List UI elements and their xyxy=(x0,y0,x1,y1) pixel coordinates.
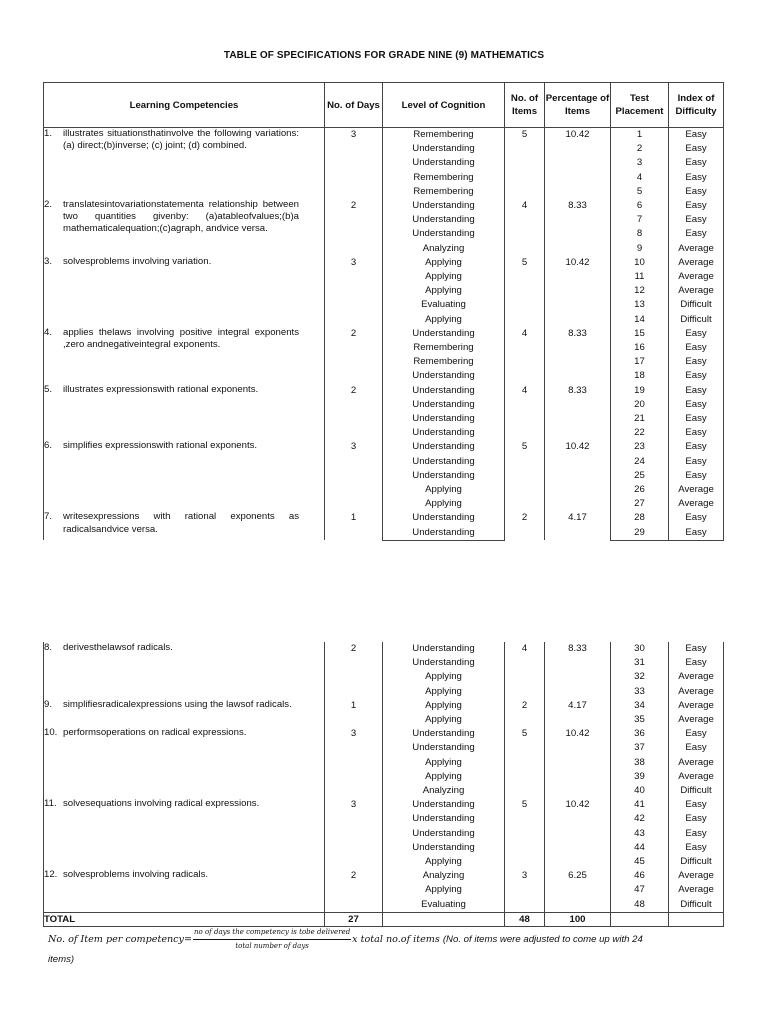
cognition-cell: Understanding xyxy=(383,727,505,741)
table-row xyxy=(44,699,724,713)
competency-cell xyxy=(44,727,325,798)
difficulty-cell: Easy xyxy=(669,526,724,541)
competency-text: simplifies expressionswith rational exponents. xyxy=(63,440,258,452)
difficulty-cell: Average xyxy=(669,270,724,284)
days-cell: 3 xyxy=(325,256,383,327)
difficulty-cell: Average xyxy=(669,869,724,883)
placement-cell: 21 xyxy=(611,412,669,426)
difficulty-cell: Average xyxy=(669,242,724,256)
competency-cell xyxy=(44,384,325,441)
cognition-cell: Evaluating xyxy=(383,898,505,913)
cognition-cell: Applying xyxy=(383,699,505,713)
placement-cell: 34 xyxy=(611,699,669,713)
placement-cell: 13 xyxy=(611,298,669,312)
competency-number: 11. xyxy=(44,798,57,810)
formula-suffix: x total no.of items xyxy=(352,934,440,945)
cognition-cell: Understanding xyxy=(383,798,505,812)
cognition-cell: Understanding xyxy=(383,526,505,541)
competency-text: performsoperations on radical expressions. xyxy=(63,727,247,739)
competency-number: 12. xyxy=(44,869,58,881)
placement-cell: 47 xyxy=(611,883,669,897)
percentage-cell: 8.33 xyxy=(545,327,611,384)
competency-cell xyxy=(44,798,325,869)
table-row xyxy=(44,440,724,454)
formula-numerator: no of days the competency is tobe delivered xyxy=(193,926,351,940)
days-cell: 2 xyxy=(325,199,383,256)
header-percentage-of-items: Percentage of Items xyxy=(545,83,611,128)
difficulty-cell: Easy xyxy=(669,727,724,741)
table-row xyxy=(44,256,724,270)
table-row xyxy=(44,727,724,741)
table-row xyxy=(44,869,724,883)
table-row xyxy=(44,384,724,398)
difficulty-cell: Easy xyxy=(669,642,724,656)
cognition-cell: Applying xyxy=(383,770,505,784)
placement-cell: 3 xyxy=(611,156,669,170)
competency-text: translatesintovariationstatementa relationship between two quantities givenby: (a)atableofvalues;(b)a mathematicalequation;(c)agraph, andvice versa. xyxy=(63,199,299,235)
cognition-cell: Applying xyxy=(383,256,505,270)
cognition-cell: Understanding xyxy=(383,656,505,670)
competency-text: writesexpressions with rational exponents as radicalsandvice versa. xyxy=(63,511,299,535)
placement-cell: 26 xyxy=(611,483,669,497)
placement-cell: 17 xyxy=(611,355,669,369)
percentage-cell: 10.42 xyxy=(545,256,611,327)
cognition-cell: Understanding xyxy=(383,398,505,412)
placement-cell: 23 xyxy=(611,440,669,454)
cognition-cell: Applying xyxy=(383,313,505,327)
cognition-cell: Applying xyxy=(383,483,505,497)
placement-cell: 2 xyxy=(611,142,669,156)
cognition-cell: Understanding xyxy=(383,455,505,469)
total-label: TOTAL xyxy=(44,912,325,926)
placement-cell: 1 xyxy=(611,128,669,143)
competency-cell xyxy=(44,256,325,327)
competency-cell xyxy=(44,511,325,540)
placement-cell: 41 xyxy=(611,798,669,812)
total-percentage: 100 xyxy=(545,912,611,926)
cognition-cell: Understanding xyxy=(383,369,505,383)
difficulty-cell: Easy xyxy=(669,455,724,469)
difficulty-cell: Easy xyxy=(669,128,724,143)
percentage-cell: 8.33 xyxy=(545,199,611,256)
percentage-cell: 10.42 xyxy=(545,727,611,798)
placement-cell: 42 xyxy=(611,812,669,826)
cognition-cell: Understanding xyxy=(383,812,505,826)
total-days: 27 xyxy=(325,912,383,926)
cognition-cell: Applying xyxy=(383,855,505,869)
competency-cell xyxy=(44,327,325,384)
difficulty-cell: Difficult xyxy=(669,855,724,869)
cognition-cell: Understanding xyxy=(383,426,505,440)
cognition-cell: Understanding xyxy=(383,741,505,755)
cognition-cell: Applying xyxy=(383,883,505,897)
difficulty-cell: Average xyxy=(669,756,724,770)
difficulty-cell: Easy xyxy=(669,841,724,855)
days-cell: 3 xyxy=(325,727,383,798)
header-no-of-items: No. of Items xyxy=(505,83,545,128)
placement-cell: 9 xyxy=(611,242,669,256)
formula-denominator: total number of days xyxy=(235,942,309,950)
difficulty-cell: Easy xyxy=(669,171,724,185)
competency-text: solvesequations involving radical expressions. xyxy=(63,798,260,810)
days-cell: 2 xyxy=(325,642,383,699)
cognition-cell: Remembering xyxy=(383,185,505,199)
cognition-cell: Understanding xyxy=(383,384,505,398)
items-cell: 2 xyxy=(505,699,545,727)
difficulty-cell: Easy xyxy=(669,827,724,841)
items-cell: 4 xyxy=(505,327,545,384)
cognition-cell: Understanding xyxy=(383,827,505,841)
difficulty-cell: Easy xyxy=(669,227,724,241)
formula-fraction xyxy=(193,926,351,953)
competency-text: illustrates expressionswith rational exponents. xyxy=(63,383,259,395)
days-cell: 3 xyxy=(325,798,383,869)
competency-number: 4. xyxy=(44,326,53,338)
percentage-cell: 10.42 xyxy=(545,798,611,869)
cognition-cell: Understanding xyxy=(383,841,505,855)
table-row xyxy=(44,642,724,656)
days-cell: 2 xyxy=(325,384,383,441)
total-placement-empty xyxy=(611,912,669,926)
cognition-cell: Analyzing xyxy=(383,784,505,798)
competency-number: 2. xyxy=(44,199,53,211)
items-cell: 2 xyxy=(505,511,545,540)
header-learning-competencies: Learning Competencies xyxy=(44,83,325,128)
difficulty-cell: Easy xyxy=(669,142,724,156)
percentage-cell: 10.42 xyxy=(545,128,611,200)
percentage-cell: 4.17 xyxy=(545,699,611,727)
placement-cell: 11 xyxy=(611,270,669,284)
formula-note-end: items) xyxy=(48,954,75,965)
competency-cell xyxy=(44,440,325,511)
percentage-cell: 8.33 xyxy=(545,642,611,699)
cognition-cell: Remembering xyxy=(383,171,505,185)
percentage-cell: 4.17 xyxy=(545,511,611,540)
cognition-cell: Applying xyxy=(383,685,505,699)
placement-cell: 31 xyxy=(611,656,669,670)
placement-cell: 39 xyxy=(611,770,669,784)
table-header-row xyxy=(44,83,724,128)
days-cell: 1 xyxy=(325,699,383,727)
placement-cell: 4 xyxy=(611,171,669,185)
cognition-cell: Applying xyxy=(383,270,505,284)
placement-cell: 24 xyxy=(611,455,669,469)
competency-cell xyxy=(44,642,325,699)
days-cell: 3 xyxy=(325,440,383,511)
placement-cell: 28 xyxy=(611,511,669,525)
difficulty-cell: Easy xyxy=(669,341,724,355)
difficulty-cell: Easy xyxy=(669,156,724,170)
placement-cell: 46 xyxy=(611,869,669,883)
percentage-cell: 6.25 xyxy=(545,869,611,912)
items-cell: 5 xyxy=(505,798,545,869)
difficulty-cell: Average xyxy=(669,685,724,699)
cognition-cell: Applying xyxy=(383,756,505,770)
competency-number: 3. xyxy=(44,255,53,267)
items-cell: 3 xyxy=(505,869,545,912)
cognition-cell: Applying xyxy=(383,497,505,511)
table-row xyxy=(44,798,724,812)
competency-number: 8. xyxy=(44,642,53,653)
placement-cell: 5 xyxy=(611,185,669,199)
percentage-cell: 10.42 xyxy=(545,440,611,511)
placement-cell: 16 xyxy=(611,341,669,355)
items-cell: 4 xyxy=(505,642,545,699)
difficulty-cell: Easy xyxy=(669,812,724,826)
placement-cell: 19 xyxy=(611,384,669,398)
competency-cell xyxy=(44,869,325,912)
placement-cell: 27 xyxy=(611,497,669,511)
items-cell: 4 xyxy=(505,199,545,256)
placement-cell: 14 xyxy=(611,313,669,327)
days-cell: 1 xyxy=(325,511,383,540)
cognition-cell: Remembering xyxy=(383,355,505,369)
items-cell: 4 xyxy=(505,384,545,441)
cognition-cell: Understanding xyxy=(383,511,505,525)
difficulty-cell: Difficult xyxy=(669,898,724,913)
table-row xyxy=(44,327,724,341)
placement-cell: 32 xyxy=(611,670,669,684)
items-cell: 5 xyxy=(505,727,545,798)
placement-cell: 15 xyxy=(611,327,669,341)
placement-cell: 10 xyxy=(611,256,669,270)
total-items: 48 xyxy=(505,912,545,926)
placement-cell: 30 xyxy=(611,642,669,656)
specification-table-page-1 xyxy=(43,82,724,541)
competency-text: derivesthelawsof radicals. xyxy=(63,642,173,653)
cognition-cell: Understanding xyxy=(383,469,505,483)
cognition-cell: Remembering xyxy=(383,341,505,355)
header-no-of-days: No. of Days xyxy=(325,83,383,128)
placement-cell: 18 xyxy=(611,369,669,383)
placement-cell: 7 xyxy=(611,213,669,227)
days-cell: 3 xyxy=(325,128,383,200)
difficulty-cell: Easy xyxy=(669,369,724,383)
difficulty-cell: Easy xyxy=(669,199,724,213)
difficulty-cell: Average xyxy=(669,713,724,727)
cognition-cell: Analyzing xyxy=(383,242,505,256)
items-cell: 5 xyxy=(505,128,545,200)
difficulty-cell: Easy xyxy=(669,511,724,525)
difficulty-cell: Easy xyxy=(669,355,724,369)
header-test-placement: Test Placement xyxy=(611,83,669,128)
table-row xyxy=(44,199,724,213)
competency-number: 1. xyxy=(44,128,53,139)
items-cell: 5 xyxy=(505,256,545,327)
difficulty-cell: Easy xyxy=(669,185,724,199)
placement-cell: 33 xyxy=(611,685,669,699)
difficulty-cell: Easy xyxy=(669,798,724,812)
difficulty-cell: Difficult xyxy=(669,313,724,327)
table-row xyxy=(44,128,724,143)
formula-prefix: No. of Item per competency= xyxy=(48,934,193,945)
difficulty-cell: Average xyxy=(669,770,724,784)
placement-cell: 36 xyxy=(611,727,669,741)
days-cell: 2 xyxy=(325,327,383,384)
competency-text: solvesproblems involving radicals. xyxy=(63,869,209,881)
placement-cell: 37 xyxy=(611,741,669,755)
competency-number: 7. xyxy=(44,511,53,523)
cognition-cell: Understanding xyxy=(383,412,505,426)
cognition-cell: Understanding xyxy=(383,642,505,656)
competency-cell xyxy=(44,699,325,727)
document-title: TABLE OF SPECIFICATIONS FOR GRADE NINE (9) MATHEMATICS xyxy=(223,50,545,61)
placement-cell: 45 xyxy=(611,855,669,869)
placement-cell: 43 xyxy=(611,827,669,841)
difficulty-cell: Easy xyxy=(669,469,724,483)
difficulty-cell: Average xyxy=(669,256,724,270)
cognition-cell: Applying xyxy=(383,713,505,727)
difficulty-cell: Easy xyxy=(669,213,724,227)
competency-text: simplifiesradicalexpressions using the lawsof radicals. xyxy=(63,698,292,710)
difficulty-cell: Difficult xyxy=(669,298,724,312)
placement-cell: 22 xyxy=(611,426,669,440)
competency-number: 6. xyxy=(44,440,53,452)
placement-cell: 25 xyxy=(611,469,669,483)
table-row xyxy=(44,511,724,525)
cognition-cell: Applying xyxy=(383,670,505,684)
total-difficulty-empty xyxy=(669,912,724,926)
placement-cell: 20 xyxy=(611,398,669,412)
placement-cell: 38 xyxy=(611,756,669,770)
header-level-of-cognition: Level of Cognition xyxy=(383,83,505,128)
item-formula xyxy=(48,926,728,966)
competency-number: 5. xyxy=(44,383,53,395)
competency-number: 10. xyxy=(44,727,58,739)
difficulty-cell: Average xyxy=(669,883,724,897)
difficulty-cell: Easy xyxy=(669,327,724,341)
difficulty-cell: Average xyxy=(669,497,724,511)
placement-cell: 40 xyxy=(611,784,669,798)
competency-text: applies thelaws involving positive integral exponents ,zero andnegativeintegral exponents. xyxy=(63,326,299,350)
total-row xyxy=(44,912,724,926)
difficulty-cell: Easy xyxy=(669,440,724,454)
placement-cell: 44 xyxy=(611,841,669,855)
cognition-cell: Understanding xyxy=(383,199,505,213)
difficulty-cell: Average xyxy=(669,670,724,684)
competency-number: 9. xyxy=(44,698,53,710)
difficulty-cell: Average xyxy=(669,699,724,713)
cognition-cell: Understanding xyxy=(383,227,505,241)
cognition-cell: Understanding xyxy=(383,142,505,156)
table-body xyxy=(44,642,724,912)
items-cell: 5 xyxy=(505,440,545,511)
table-body xyxy=(44,128,724,541)
placement-cell: 12 xyxy=(611,284,669,298)
percentage-cell: 8.33 xyxy=(545,384,611,441)
competency-text: solvesproblems involving variation. xyxy=(63,255,212,267)
placement-cell: 8 xyxy=(611,227,669,241)
difficulty-cell: Easy xyxy=(669,384,724,398)
difficulty-cell: Easy xyxy=(669,656,724,670)
cognition-cell: Understanding xyxy=(383,156,505,170)
difficulty-cell: Average xyxy=(669,284,724,298)
cognition-cell: Analyzing xyxy=(383,869,505,883)
cognition-cell: Evaluating xyxy=(383,298,505,312)
total-cognition-empty xyxy=(383,912,505,926)
specification-table-page-2 xyxy=(43,642,724,927)
cognition-cell: Remembering xyxy=(383,128,505,143)
cognition-cell: Understanding xyxy=(383,327,505,341)
cognition-cell: Understanding xyxy=(383,440,505,454)
placement-cell: 35 xyxy=(611,713,669,727)
cognition-cell: Understanding xyxy=(383,213,505,227)
difficulty-cell: Difficult xyxy=(669,784,724,798)
placement-cell: 6 xyxy=(611,199,669,213)
competency-cell xyxy=(44,128,325,200)
placement-cell: 29 xyxy=(611,526,669,541)
cognition-cell: Applying xyxy=(383,284,505,298)
difficulty-cell: Easy xyxy=(669,398,724,412)
header-index-of-difficulty: Index of Difficulty xyxy=(669,83,724,128)
difficulty-cell: Easy xyxy=(669,412,724,426)
days-cell: 2 xyxy=(325,869,383,912)
difficulty-cell: Easy xyxy=(669,741,724,755)
formula-note: (No. of items were adjusted to come up with 24 xyxy=(442,934,643,945)
competency-cell xyxy=(44,199,325,256)
placement-cell: 48 xyxy=(611,898,669,913)
difficulty-cell: Easy xyxy=(669,426,724,440)
competency-text: illustrates situationsthatinvolve the following variations:(a) direct;(b)inverse; (c) joint; (d) combined. xyxy=(63,128,299,152)
difficulty-cell: Average xyxy=(669,483,724,497)
